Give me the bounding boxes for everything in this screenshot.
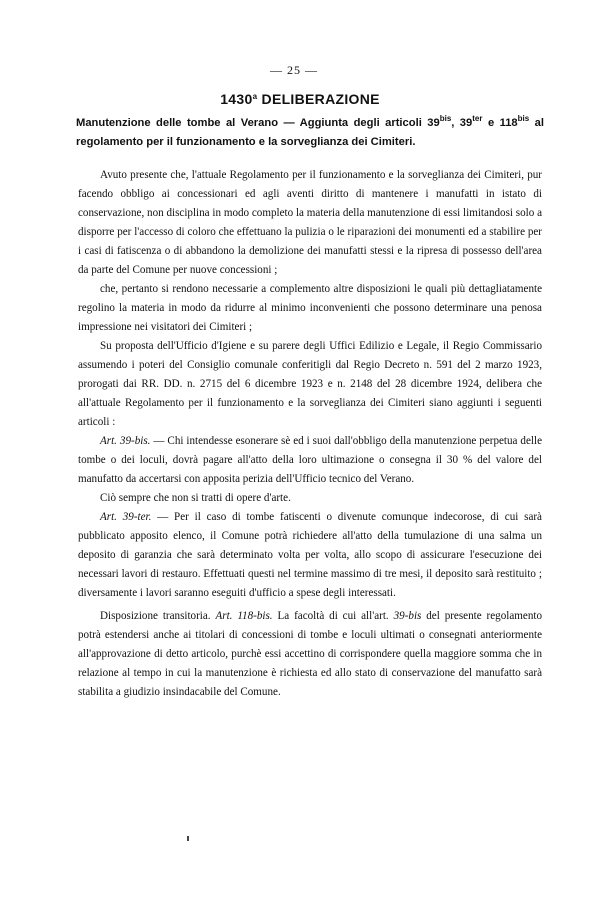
transitional-provision-intro: Disposizione transitoria. — [100, 610, 216, 622]
article-39-ter-label: Art. 39-ter. — [100, 511, 152, 523]
subtitle-part-4: al regolamento per il funzionamento e la sorveglianza dei Cimiteri. — [76, 117, 544, 148]
article-39-bis-label: Art. 39-bis. — [100, 435, 151, 447]
transitional-provision — [78, 607, 542, 702]
deliberation-number-superscript: a — [252, 92, 258, 101]
article-39-ter-text: — Per il caso di tombe fatiscenti o divenute comunque indecorose, di cui sarà pubblicato apposito elenco, il Comune potrà richiedere all'atto della tumulazione di una salma un deposito di garanzia che sarà determinato volta per volta, allo scopo di assicurare l'esecuzione dei necessari lavori di restauro. Effettuati questi nel termine massimo di tre mesi, il deposito sarà restituito ; diversamente i lavori saranno eseguiti d'ufficio a spese degli interessati. — [78, 511, 542, 599]
transitional-text-1: La facoltà di cui all'art. — [272, 610, 394, 622]
subtitle-sup-2: ter — [472, 114, 483, 123]
deliberation-number: 1430 — [220, 91, 253, 107]
subtitle-sup-3: bis — [517, 114, 530, 123]
article-39-bis-note: Ciò sempre che non si tratti di opere d'arte. — [100, 492, 291, 504]
deliberation-title — [0, 91, 600, 107]
deliberation-body — [78, 166, 542, 702]
deliberation-label: DELIBERAZIONE — [261, 91, 380, 107]
paragraph-proposal: Su proposta dell'Ufficio d'Igiene e su parere degli Uffici Edilizio e Legale, il Regio Commissario assumendo i poteri del Consiglio comunale conferitigli dal Regio Decreto n. 591 del 2 marzo 1923, prorogati dai RR. DD. n. 2715 del 6 dicembre 1923 e n. 2148 del 28 dicembre 1924, delibera che all'attuale Regolamento per il funzionamento e la sorveglianza dei Cimiteri siano aggiunti i seguenti articoli : — [78, 340, 542, 428]
article-39-bis-reference: 39-bis — [393, 610, 422, 622]
article-39-bis — [78, 432, 542, 489]
deliberation-subtitle — [76, 114, 544, 152]
transitional-text-2: del presente regolamento potrà estendersi anche ai titolari di concessioni di tombe e loculi ultimati o consegnati anteriormente all'approvazione di detto articolo, purchè essi accettino di corrispondere quella maggiore somma che in relazione al tempo in cui la manutenzione è richiesta ed allo stato di conservazione del manufatto sarà stabilita a giudizio insindacabile del Comune. — [78, 610, 543, 698]
page-blemish — [187, 836, 189, 841]
article-39-bis-text: — Chi intendesse esonerare sè ed i suoi dall'obbligo della manutenzione perpetua delle tombe o dei loculi, dovrà pagare all'atto della loro ultimazione o consegna il 30 % del valore del manufatto da accertarsi con apposita perizia dell'Ufficio tecnico del Verano. — [78, 435, 542, 485]
subtitle-sup-1: bis — [439, 114, 452, 123]
article-118-bis-label: Art. 118-bis. — [215, 610, 273, 622]
subtitle-part-2: , 39 — [451, 117, 473, 129]
page-number: — 25 — — [270, 63, 318, 77]
paragraph-therefore: che, pertanto si rendono necessarie a complemento altre disposizioni le quali più dettagliatamente regolino la materia in modo da ridurre al minimo inconvenienti che possono determinare una penosa impressione nei visitatori dei Cimiteri ; — [78, 283, 542, 333]
paragraph-premise: Avuto presente che, l'attuale Regolamento per il funzionamento e la sorveglianza dei Cimiteri, pur facendo obbligo ai concessionari ed agli aventi diritto di mantenere i manufatti in istato di conservazione, non disciplina in modo completo la materia della manutenzione di essi limitandosi solo a disporre per l'accesso di coloro che effettuano la pulizia o le riparazioni dei monumenti ed a stabilire per i casi di fatiscenza o di abbandono la demolizione dei manufatti stessi e la ripresa di possesso dell'area da parte del Comune per nuove concessioni ; — [78, 169, 542, 276]
article-39-ter — [78, 508, 542, 603]
subtitle-part-1: Manutenzione delle tombe al Verano — Aggiunta degli articoli 39 — [76, 117, 440, 129]
subtitle-part-3: e 118 — [482, 117, 518, 129]
